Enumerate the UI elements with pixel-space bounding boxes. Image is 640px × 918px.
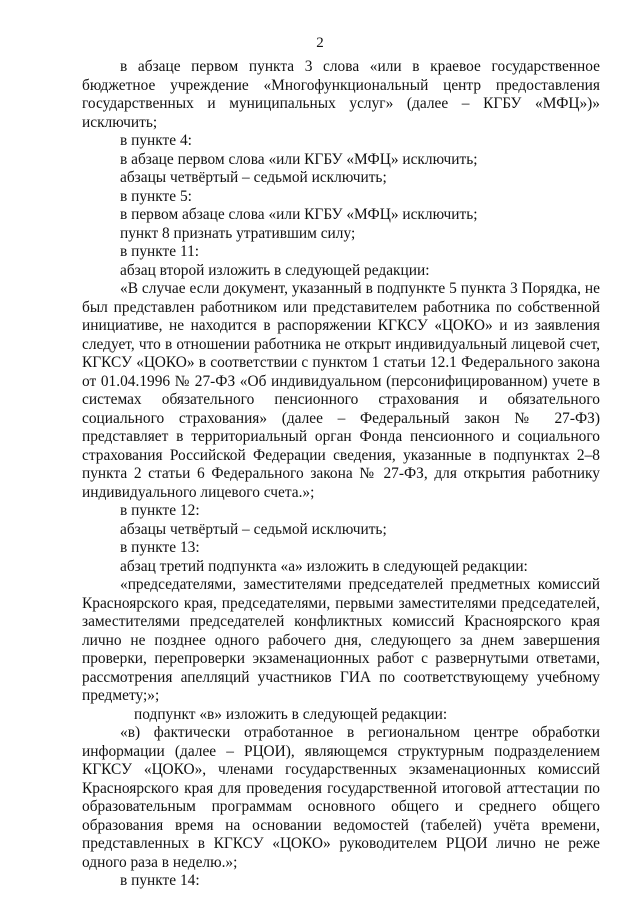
document-body: [82, 58, 600, 891]
paragraph-17: «в) фактически отработанное в региональном центре обработки информации (далее – РЦОИ), являющемся структурным подразделением КГКСУ «ЦОКО», членами государственных экзаменационных комиссий Красноярского края для проведения государственной итоговой аттестации по образовательным программам основного общего и среднего общего образования время на основании ведомостей (табелей) учёта времени, представленных в КГКСУ «ЦОКО» руководителем РЦОИ лично не реже одного раза в неделю.»;: [82, 724, 600, 871]
paragraph-16: подпункт «в» изложить в следующей редакции:: [134, 705, 448, 723]
paragraph-15: «председателями, заместителями председателей предметных комиссий Красноярского края, председателями, первыми заместителями председателей, заместителями председателей конфликтных комиссий Красноярского края лично не позднее одного рабочего дня, следующего за днем завершения проверки, перепроверки экзаменационных работ с развернутыми ответами, рассмотрения апелляций участников ГИА по соответствующему учебному предмету;»;: [82, 576, 600, 704]
paragraph-1: в абзаце первом пункта 3 слова «или в краевое государственное бюджетное учреждение «Многофункциональный центр предоставления государственных и муниципальных услуг» (далее – КГБУ «МФЦ»)» исключить;: [82, 58, 600, 131]
paragraph-3: в абзаце первом слова «или КГБУ «МФЦ» исключить;: [120, 150, 478, 168]
paragraph-6: в первом абзаце слова «или КГБУ «МФЦ» исключить;: [120, 206, 478, 223]
paragraph-7: пункт 8 признать утратившим силу;: [120, 224, 356, 242]
paragraph-5: в пункте 5:: [120, 187, 192, 205]
page-number: 2: [316, 35, 324, 51]
paragraph-4: абзацы четвёртый – седьмой исключить;: [120, 169, 387, 186]
paragraph-10: «В случае если документ, указанный в подпункте 5 пункта 3 Порядка, не был представлен работником или представителем работника по собственной инициативе, не находится в распоряжении КГКСУ «ЦОКО» и из заявления следует, что в отношении работника не открыт индивидуальный лицевой счет, КГКСУ «ЦОКО» в соответствии с пунктом 1 статьи 12.1 Федерального закона от 01.04.1996 № 27-ФЗ «Об индивидуальном (персонифицированном) учете в системах обязательного пенсионного страхования и обязательного социального страхования» (далее – Федеральный закон № 27-ФЗ) представляет в территориальный орган Фонда пенсионного и социального страхования Российской Федерации сведения, указанные в подпунктах 2–8 пункта 2 статьи 6 Федерального закона № 27-ФЗ, для открытия работнику индивидуального лицевого счета.»;: [82, 280, 600, 501]
paragraph-2: в пункте 4:: [120, 132, 192, 149]
paragraph-14: абзац третий подпункта «а» изложить в следующей редакции:: [120, 557, 528, 575]
paragraph-12: абзацы четвёртый – седьмой исключить;: [120, 520, 387, 538]
paragraph-18: в пункте 14:: [120, 872, 200, 889]
paragraph-9: абзац второй изложить в следующей редакции:: [120, 261, 430, 279]
paragraph-8: в пункте 11:: [120, 243, 200, 260]
paragraph-13: в пункте 13:: [120, 539, 200, 556]
paragraph-11: в пункте 12:: [120, 502, 200, 519]
